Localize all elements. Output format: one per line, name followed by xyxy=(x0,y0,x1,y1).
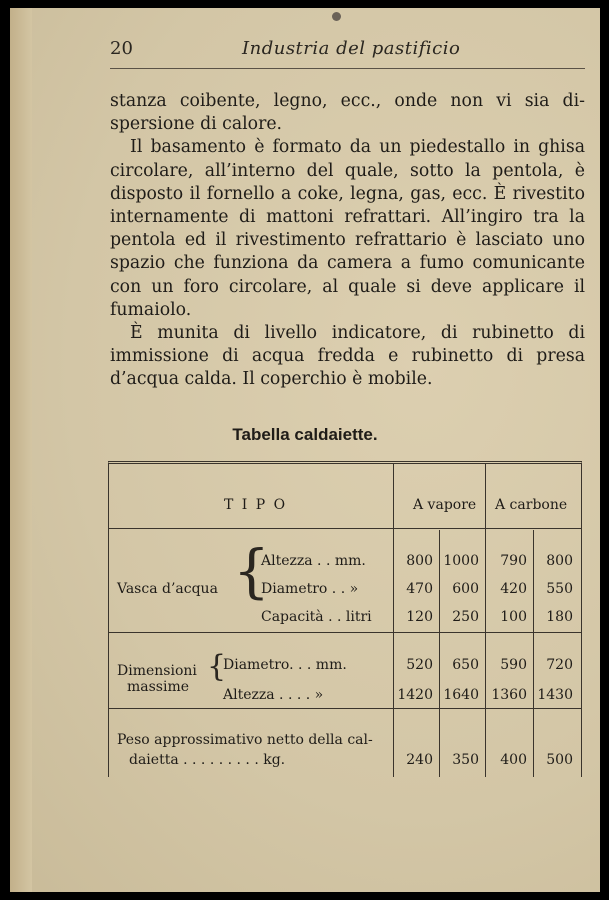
page-number: 20 xyxy=(110,38,133,59)
dimensioni-label: massime xyxy=(127,679,190,695)
row-name: Capacità . . litri xyxy=(261,609,372,625)
body-text xyxy=(110,90,585,392)
cell: 250 xyxy=(452,609,479,625)
cell: 1640 xyxy=(443,687,479,703)
cell: 180 xyxy=(546,609,573,625)
cell: 550 xyxy=(546,581,573,597)
brace: { xyxy=(207,649,227,684)
row-rule xyxy=(109,528,581,529)
cell: 650 xyxy=(452,657,479,673)
paragraph: È munita di livello indicatore, di rubinetto di immissione di acqua fredda e rubinetto di presa d’acqua calda. Il coperchio è mobile. xyxy=(110,323,585,390)
cell: 500 xyxy=(546,752,573,768)
cell: 800 xyxy=(406,553,433,569)
page-spine xyxy=(10,8,32,892)
header-vapore: A vapore xyxy=(413,497,477,513)
page-header xyxy=(110,38,585,64)
row-rule xyxy=(109,632,581,633)
cell: 470 xyxy=(406,581,433,597)
cell: 590 xyxy=(500,657,527,673)
cell: 100 xyxy=(500,609,527,625)
cell: 420 xyxy=(500,581,527,597)
table-title: Tabella caldaiette. xyxy=(232,425,378,444)
column-rule xyxy=(533,530,534,777)
binding-mark xyxy=(332,12,341,21)
brace: { xyxy=(233,537,270,605)
cell: 1360 xyxy=(491,687,527,703)
row-name: Diametro. . . mm. xyxy=(223,657,347,673)
cell: 400 xyxy=(500,752,527,768)
row-rule xyxy=(109,708,581,709)
header-tipo: T I P O xyxy=(224,497,288,513)
vasca-label: Vasca d’acqua xyxy=(117,581,218,597)
cell: 600 xyxy=(452,581,479,597)
cell: 120 xyxy=(406,609,433,625)
row-name: Diametro . . » xyxy=(261,581,359,597)
column-rule xyxy=(485,464,486,777)
header-rule xyxy=(110,68,585,69)
peso-label: daietta . . . . . . . . . kg. xyxy=(129,752,286,768)
cell: 800 xyxy=(546,553,573,569)
column-rule xyxy=(439,530,440,777)
cell: 520 xyxy=(406,657,433,673)
row-name: Altezza . . . . » xyxy=(223,687,324,703)
cell: 790 xyxy=(500,553,527,569)
dimensioni-label: Dimensioni xyxy=(117,663,197,679)
paragraph: Il basamento è formato da un piedestallo in ghisa circolare, all’interno del quale, sotto la pentola, è disposto il fornello a coke, legna, gas, ecc. È rivestito internamente di mattoni refrattari. All’ingiro tra la pentola ed il rivestimento refrattario è lasciato uno spazio che funziona da camera a fumo comunicante con un foro circolare, al quale si deve applicare il fumaiolo. xyxy=(110,137,585,320)
row-name: Altezza . . mm. xyxy=(261,553,366,569)
cell: 1000 xyxy=(443,553,479,569)
peso-label: Peso approssimativo netto della cal- xyxy=(117,732,373,748)
cell: 1430 xyxy=(537,687,573,703)
cell: 240 xyxy=(406,752,433,768)
cell: 1420 xyxy=(397,687,433,703)
header-carbone: A carbone xyxy=(495,497,568,513)
cell: 350 xyxy=(452,752,479,768)
running-title: Industria del pastificio xyxy=(242,38,461,59)
cell: 720 xyxy=(546,657,573,673)
book-page xyxy=(10,8,600,892)
paragraph: stanza coibente, legno, ecc., onde non vi sia dispersione di calore. xyxy=(110,91,585,135)
boiler-table xyxy=(108,461,582,777)
